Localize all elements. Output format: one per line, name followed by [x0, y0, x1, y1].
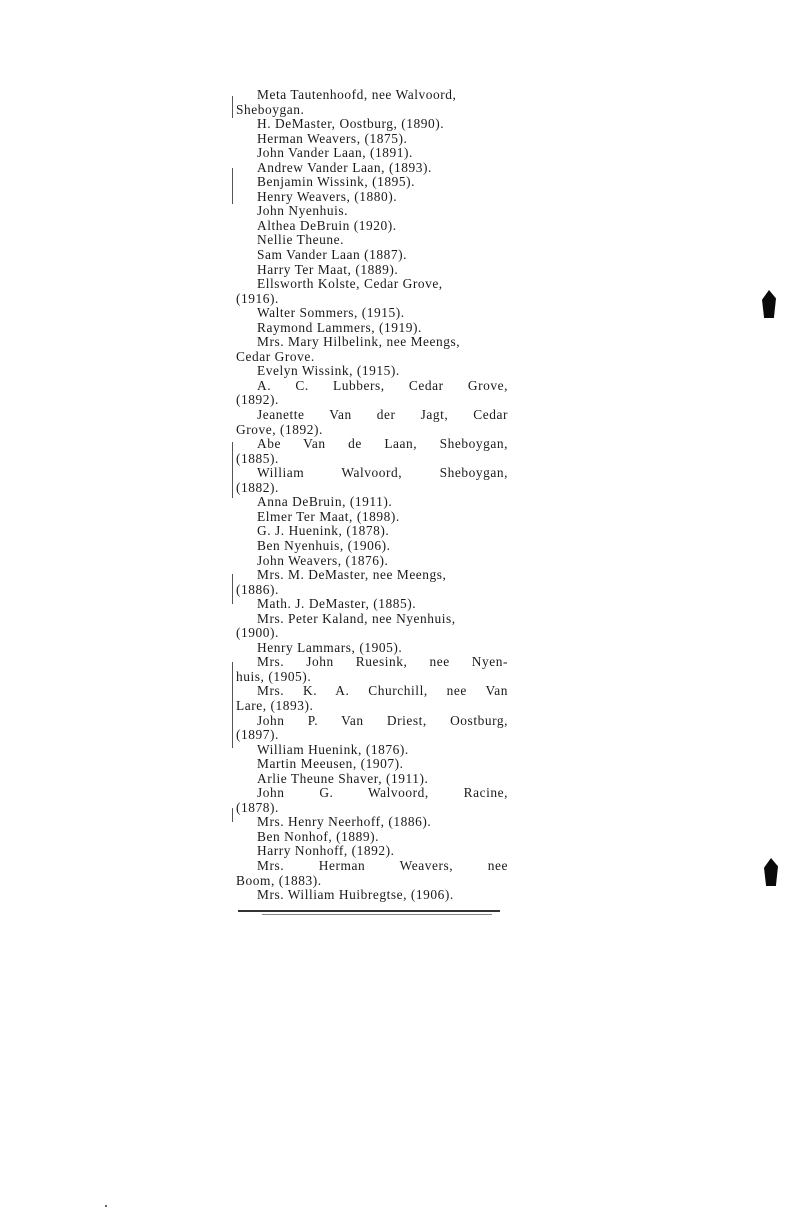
entry-line: Ben Nonhof, (1889).: [257, 828, 380, 844]
entry-line: Herman Weavers, (1875).: [257, 130, 408, 146]
entry-line: Ellsworth Kolste, Cedar Grove,: [257, 276, 443, 292]
entry-line: Mrs. Mary Hilbelink, nee Meengs,: [257, 334, 461, 350]
punch-hole-mark: [764, 858, 778, 886]
entry-line: Raymond Lammers, (1919).: [257, 319, 422, 335]
entry-line: Mrs. Herman Weavers, nee: [257, 857, 508, 873]
entry-line: Abe Van de Laan, Sheboygan,: [257, 436, 508, 452]
entry-line: Jeanette Van der Jagt, Cedar: [257, 407, 508, 423]
entry-line: Harry Nonhoff, (1892).: [257, 843, 395, 859]
entry-line: Ben Nyenhuis, (1906).: [257, 537, 391, 553]
entry-line: Grove, (1892).: [236, 421, 323, 437]
entry-line: huis, (1905).: [236, 668, 312, 684]
entry-line: (1885).: [236, 450, 279, 466]
entry-line: (1878).: [236, 799, 279, 815]
scan-speck: [105, 1205, 107, 1207]
entry-line: Althea DeBruin (1920).: [257, 217, 397, 233]
entry-line: Andrew Vander Laan, (1893).: [257, 159, 432, 175]
entry-line: Mrs. John Ruesink, nee Nyen-: [257, 654, 508, 670]
entry-line: A. C. Lubbers, Cedar Grove,: [257, 377, 508, 393]
punch-hole-mark: [762, 290, 776, 318]
entry-line: Lare, (1893).: [236, 697, 314, 713]
entry-line: Sheboygan.: [236, 101, 305, 117]
entry-line: John Vander Laan, (1891).: [257, 145, 413, 161]
entry-line: Walter Sommers, (1915).: [257, 305, 405, 321]
entry-line: Anna DeBruin, (1911).: [257, 494, 393, 510]
bottom-rule: [238, 910, 500, 912]
margin-mark: [232, 442, 233, 498]
entry-line: Sam Vander Laan (1887).: [257, 247, 407, 263]
entry-line: (1882).: [236, 479, 279, 495]
entry-line: Evelyn Wissink, (1915).: [257, 363, 400, 379]
entry-line: Mrs. M. DeMaster, nee Meengs,: [257, 567, 447, 583]
entry-line: Mrs. Peter Kaland, nee Nyenhuis,: [257, 610, 456, 626]
entry-line: (1886).: [236, 581, 279, 597]
entry-line: John P. Van Driest, Oostburg,: [257, 712, 508, 728]
margin-mark: [232, 168, 233, 204]
entry-line: John Nyenhuis.: [257, 203, 349, 219]
entry-line: Cedar Grove.: [236, 348, 315, 364]
margin-mark: [232, 96, 233, 118]
entry-line: Harry Ter Maat, (1889).: [257, 261, 399, 277]
entry-line: (1916).: [236, 290, 279, 306]
margin-mark: [232, 692, 233, 748]
entry-line: Math. J. DeMaster, (1885).: [257, 596, 417, 612]
entry-line: Benjamin Wissink, (1895).: [257, 174, 416, 190]
entry-line: William Walvoord, Sheboygan,: [257, 465, 508, 481]
entry-line: Henry Lammars, (1905).: [257, 639, 403, 655]
margin-mark: [232, 808, 233, 822]
entry-line: Mrs. K. A. Churchill, nee Van: [257, 683, 508, 699]
entry-line: Martin Meeusen, (1907).: [257, 756, 404, 772]
entry-line: (1892).: [236, 392, 279, 408]
entry-line: Meta Tautenhoofd, nee Walvoord,: [257, 87, 457, 102]
entry-line: Mrs. William Huibregtse, (1906).: [257, 887, 454, 903]
margin-mark: [232, 662, 233, 692]
entry-line: (1897).: [236, 727, 279, 743]
entry-line: (1900).: [236, 625, 279, 641]
margin-mark: [232, 574, 233, 604]
entry-line: G. J. Huenink, (1878).: [257, 523, 390, 539]
entry-line: Henry Weavers, (1880).: [257, 188, 398, 204]
entry-list: [236, 88, 508, 903]
entry-line: Boom, (1883).: [236, 872, 322, 888]
bottom-rule-shadow: [262, 914, 492, 915]
entry-line: Elmer Ter Maat, (1898).: [257, 508, 400, 524]
entry-line: William Huenink, (1876).: [257, 741, 409, 757]
entry-line: Nellie Theune.: [257, 232, 345, 248]
entry-line: John G. Walvoord, Racine,: [257, 785, 508, 801]
entry-line: Arlie Theune Shaver, (1911).: [257, 770, 429, 786]
entry-line: John Weavers, (1876).: [257, 552, 389, 568]
entry-line: Mrs. Henry Neerhoff, (1886).: [257, 814, 432, 830]
entry-line: H. DeMaster, Oostburg, (1890).: [257, 116, 445, 132]
